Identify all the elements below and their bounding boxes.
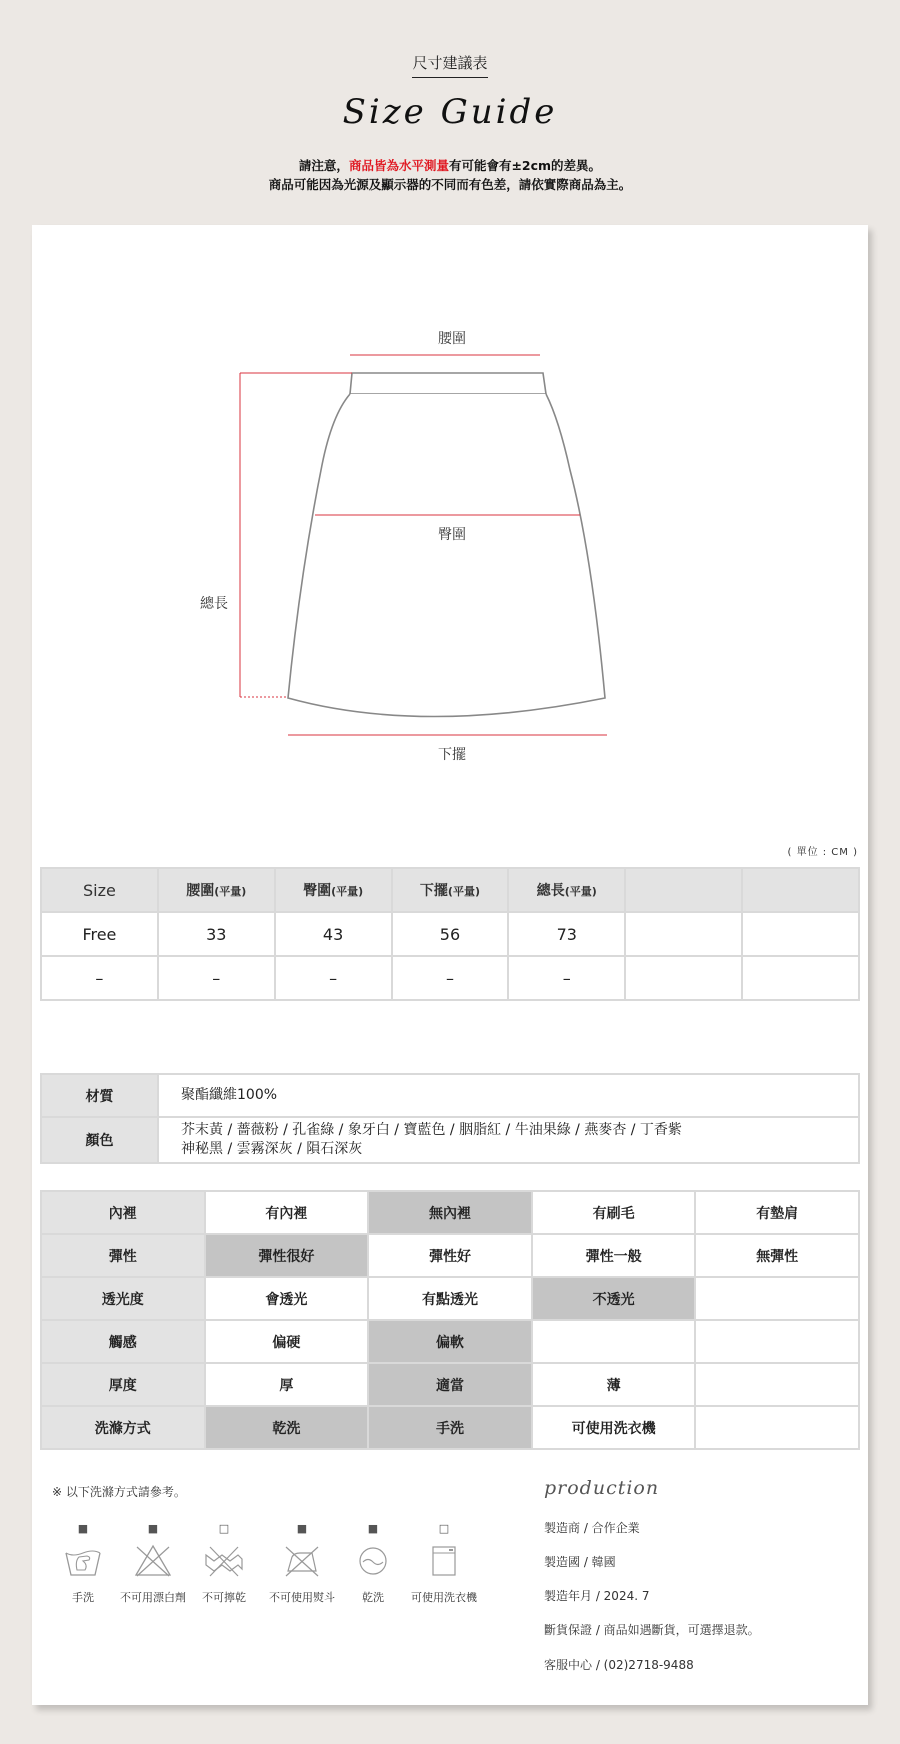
care-item-dry-clean: ■ 乾洗 bbox=[325, 1521, 421, 1605]
header-size: Size bbox=[41, 868, 158, 912]
feature-label: 透光度 bbox=[41, 1277, 205, 1320]
table-row bbox=[41, 912, 859, 956]
length-label: 總長 bbox=[200, 596, 228, 612]
care-item-washing-machine: □ 可使用洗衣機 bbox=[396, 1521, 492, 1605]
header-empty bbox=[625, 868, 742, 912]
table-cell: – bbox=[275, 956, 392, 1000]
material-label: 材質 bbox=[41, 1074, 158, 1117]
feature-option-selected: 乾洗 bbox=[205, 1406, 369, 1449]
unit-label: ( 單位 : CM ) bbox=[787, 847, 858, 858]
washing-machine-icon bbox=[424, 1543, 464, 1579]
feature-row-elasticity bbox=[41, 1234, 859, 1277]
table-cell: – bbox=[508, 956, 625, 1000]
size-guide-card bbox=[32, 225, 868, 1705]
header-waist: 腰圍(平量) bbox=[158, 868, 275, 912]
feature-option: 彈性好 bbox=[368, 1234, 532, 1277]
table-cell bbox=[742, 912, 859, 956]
table-cell: 56 bbox=[392, 912, 509, 956]
manufacturer-line: 製造商 / 合作企業 bbox=[544, 1521, 640, 1535]
header-empty bbox=[742, 868, 859, 912]
skirt-outline bbox=[288, 394, 605, 717]
header-length: 總長(平量) bbox=[508, 868, 625, 912]
dry-clean-icon bbox=[353, 1543, 393, 1579]
checked-box-icon: ■ bbox=[147, 1522, 159, 1535]
feature-row-washing bbox=[41, 1406, 859, 1449]
feature-option-selected: 彈性很好 bbox=[205, 1234, 369, 1277]
header-hem: 下擺(平量) bbox=[392, 868, 509, 912]
feature-row-sheerness bbox=[41, 1277, 859, 1320]
size-table bbox=[40, 867, 860, 1001]
table-cell bbox=[625, 956, 742, 1000]
material-row bbox=[41, 1074, 859, 1117]
material-table bbox=[40, 1073, 860, 1164]
unchecked-box-icon: □ bbox=[218, 1522, 230, 1535]
size-chart-label: 尺寸建議表 bbox=[0, 52, 900, 78]
feature-option: 彈性一般 bbox=[532, 1234, 696, 1277]
feature-option bbox=[695, 1320, 859, 1363]
table-cell: 43 bbox=[275, 912, 392, 956]
waist-label: 腰圍 bbox=[438, 331, 466, 347]
feature-option: 無彈性 bbox=[695, 1234, 859, 1277]
stock-guarantee-line: 斷貨保證 / 商品如遇斷貨，可選擇退款。 bbox=[544, 1623, 760, 1637]
checked-box-icon: ■ bbox=[296, 1522, 308, 1535]
table-cell: 73 bbox=[508, 912, 625, 956]
feature-label: 觸感 bbox=[41, 1320, 205, 1363]
feature-label: 洗滌方式 bbox=[41, 1406, 205, 1449]
no-iron-icon bbox=[282, 1543, 322, 1579]
feature-option-selected: 手洗 bbox=[368, 1406, 532, 1449]
feature-option: 可使用洗衣機 bbox=[532, 1406, 696, 1449]
country-line: 製造國 / 韓國 bbox=[544, 1555, 616, 1569]
no-bleach-icon bbox=[133, 1543, 173, 1579]
feature-option-selected: 偏軟 bbox=[368, 1320, 532, 1363]
feature-option: 有刷毛 bbox=[532, 1191, 696, 1234]
feature-option-selected: 不透光 bbox=[532, 1277, 696, 1320]
feature-row-thickness bbox=[41, 1363, 859, 1406]
feature-option-selected: 無內裡 bbox=[368, 1191, 532, 1234]
feature-option bbox=[695, 1363, 859, 1406]
hem-label: 下擺 bbox=[438, 747, 466, 763]
table-cell bbox=[742, 956, 859, 1000]
feature-option: 偏硬 bbox=[205, 1320, 369, 1363]
header-hip: 臀圍(平量) bbox=[275, 868, 392, 912]
feature-option: 厚 bbox=[205, 1363, 369, 1406]
production-title: production bbox=[544, 1477, 660, 1499]
color-label: 顏色 bbox=[41, 1117, 158, 1163]
care-item-no-iron: ■ 不可使用熨斗 bbox=[254, 1521, 350, 1605]
customer-service-line: 客服中心 / (02)2718-9488 bbox=[544, 1658, 694, 1672]
feature-option bbox=[695, 1406, 859, 1449]
feature-row-lining bbox=[41, 1191, 859, 1234]
color-value: 芥末黃 / 薔薇粉 / 孔雀綠 / 象牙白 / 寶藍色 / 胭脂紅 / 牛油果綠 / 燕麥杏 / 丁香紫 神秘黑 / 雲霧深灰 / 隕石深灰 bbox=[158, 1117, 859, 1163]
skirt-waistband bbox=[350, 373, 546, 394]
table-cell: – bbox=[41, 956, 158, 1000]
feature-option: 有點透光 bbox=[368, 1277, 532, 1320]
table-cell: – bbox=[392, 956, 509, 1000]
care-note: ※ 以下洗滌方式請參考。 bbox=[52, 1485, 186, 1499]
feature-option bbox=[532, 1320, 696, 1363]
manufacture-date-line: 製造年月 / 2024. 7 bbox=[544, 1589, 650, 1603]
checked-box-icon: ■ bbox=[77, 1522, 89, 1535]
feature-row-touch bbox=[41, 1320, 859, 1363]
unchecked-box-icon: □ bbox=[438, 1522, 450, 1535]
feature-table bbox=[40, 1190, 860, 1450]
feature-option-selected: 適當 bbox=[368, 1363, 532, 1406]
size-table-header bbox=[41, 868, 859, 912]
care-item-hand-wash: ■ 手洗 bbox=[35, 1521, 131, 1605]
feature-label: 厚度 bbox=[41, 1363, 205, 1406]
skirt-diagram bbox=[32, 225, 868, 785]
feature-label: 內裡 bbox=[41, 1191, 205, 1234]
color-row bbox=[41, 1117, 859, 1163]
checked-box-icon: ■ bbox=[367, 1522, 379, 1535]
feature-option: 有墊肩 bbox=[695, 1191, 859, 1234]
care-item-no-bleach: ■ 不可用漂白劑 bbox=[105, 1521, 201, 1605]
no-wring-icon bbox=[204, 1543, 244, 1579]
feature-option bbox=[695, 1277, 859, 1320]
feature-option: 有內裡 bbox=[205, 1191, 369, 1234]
table-cell: 33 bbox=[158, 912, 275, 956]
feature-option: 會透光 bbox=[205, 1277, 369, 1320]
table-row bbox=[41, 956, 859, 1000]
measurement-note: 請注意，商品皆為水平測量有可能會有±2cm的差異。 商品可能因為光源及顯示器的不同而有色差，請依實際商品為主。 bbox=[268, 158, 632, 192]
hand-wash-icon bbox=[63, 1543, 103, 1579]
page-title: Size Guide bbox=[342, 92, 558, 132]
table-cell: Free bbox=[41, 912, 158, 956]
feature-label: 彈性 bbox=[41, 1234, 205, 1277]
feature-option: 薄 bbox=[532, 1363, 696, 1406]
hip-label: 臀圍 bbox=[438, 527, 466, 543]
horizontal-measure-highlight: 商品皆為水平測量 bbox=[348, 158, 449, 173]
table-cell bbox=[625, 912, 742, 956]
care-item-no-wring: □ 不可擰乾 bbox=[176, 1521, 272, 1605]
material-value: 聚酯纖維100% bbox=[158, 1074, 859, 1117]
table-cell: – bbox=[158, 956, 275, 1000]
